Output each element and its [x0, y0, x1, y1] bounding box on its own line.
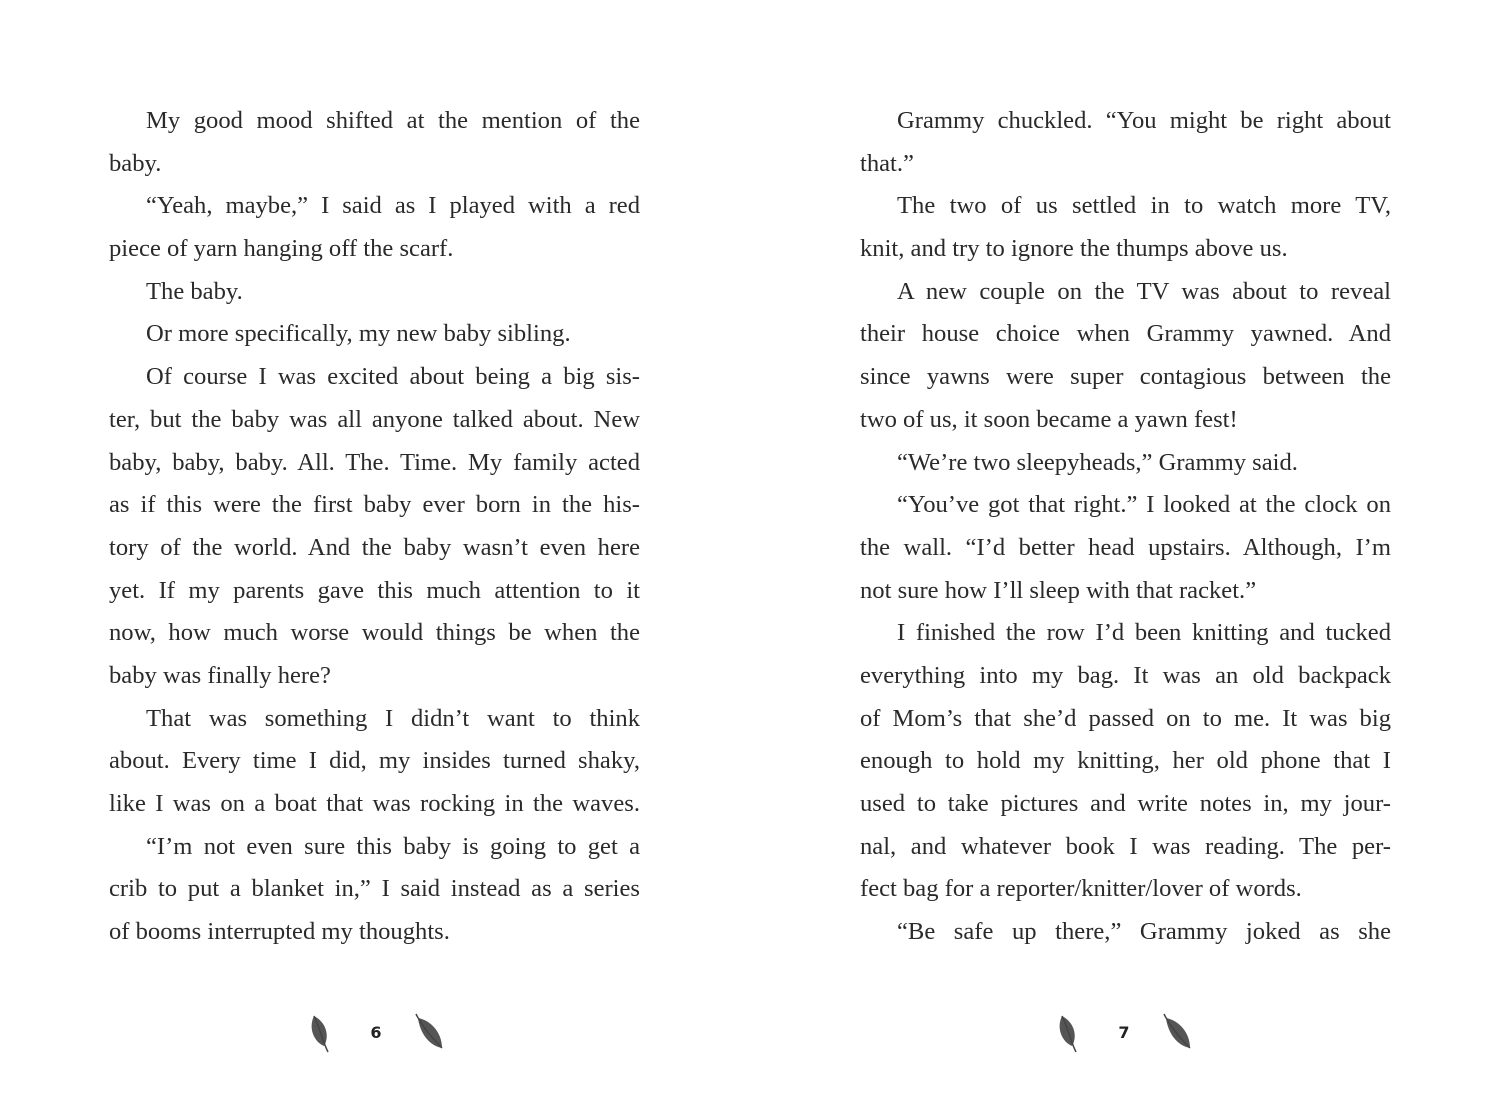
left-page-text — [109, 100, 640, 954]
text-line: not sure how I’ll sleep with that racket.” — [860, 576, 1257, 604]
text-line: tory of the world. And the baby wasn’t even here — [109, 533, 640, 561]
text-line: enough to hold my knitting, her old phone that I — [860, 747, 1391, 775]
text-line: A new couple on the TV was about to reveal — [897, 277, 1391, 305]
text-line: “Be safe up there,” Grammy joked as she — [897, 918, 1391, 946]
page-number: 6 — [370, 1022, 382, 1042]
text-line: Grammy chuckled. “You might be right about — [897, 107, 1391, 134]
text-line: used to take pictures and write notes in, my jour- — [860, 790, 1391, 817]
text-line: The two of us settled in to watch more TV, — [897, 192, 1391, 220]
right-page-text — [860, 100, 1391, 954]
text-line: nal, and whatever book I was reading. The per- — [860, 832, 1391, 860]
page-number: 7 — [1118, 1022, 1130, 1042]
text-line: now, how much worse would things be when the — [109, 619, 640, 647]
text-line: Of course I was excited about being a big sis- — [146, 363, 640, 391]
right-page-folio — [1054, 1010, 1194, 1054]
text-line: baby, baby, baby. All. The. Time. My family acted — [109, 448, 640, 476]
text-line: My good mood shifted at the mention of the — [146, 107, 640, 134]
leaf-icon — [1160, 1010, 1194, 1054]
text-line: two of us, it soon became a yawn fest! — [860, 405, 1238, 433]
text-line: the wall. “I’d better head upstairs. Although, I’m — [860, 533, 1391, 561]
text-line: crib to put a blanket in,” I said instead as a series — [109, 875, 640, 903]
text-line: knit, and try to ignore the thumps above us. — [860, 235, 1288, 263]
text-line: baby. — [109, 149, 162, 177]
text-line: of booms interrupted my thoughts. — [109, 918, 450, 946]
text-line: everything into my bag. It was an old backpack — [860, 661, 1391, 689]
text-line: their house choice when Grammy yawned. And — [860, 320, 1391, 348]
text-line: “You’ve got that right.” I looked at the clock on — [897, 491, 1391, 519]
text-line: about. Every time I did, my insides turned shaky, — [109, 747, 640, 775]
text-line: The baby. — [146, 277, 243, 305]
left-page-folio — [306, 1010, 446, 1054]
text-line: since yawns were super contagious between the — [860, 363, 1391, 391]
text-line: baby was finally here? — [109, 661, 331, 689]
leaf-icon — [306, 1010, 340, 1054]
text-line: of Mom’s that she’d passed on to me. It was big — [860, 704, 1391, 732]
text-line: I finished the row I’d been knitting and tucked — [897, 619, 1391, 647]
leaf-icon — [412, 1010, 446, 1054]
text-line: “I’m not even sure this baby is going to get a — [146, 832, 640, 860]
text-line: ter, but the baby was all anyone talked about. New — [109, 405, 640, 433]
text-line: That was something I didn’t want to think — [146, 704, 640, 732]
text-line: as if this were the first baby ever born in the his- — [109, 491, 640, 519]
text-line: “We’re two sleepyheads,” Grammy said. — [897, 448, 1298, 476]
text-line: fect bag for a reporter/knitter/lover of words. — [860, 875, 1302, 903]
text-line: yet. If my parents gave this much attention to it — [109, 576, 640, 604]
leaf-icon — [1054, 1010, 1088, 1054]
text-line: that.” — [860, 149, 914, 177]
text-line: like I was on a boat that was rocking in the waves. — [109, 790, 640, 817]
text-line: Or more specifically, my new baby sibling. — [146, 320, 571, 348]
text-line: piece of yarn hanging off the scarf. — [109, 235, 454, 263]
text-line: “Yeah, maybe,” I said as I played with a red — [146, 192, 640, 220]
